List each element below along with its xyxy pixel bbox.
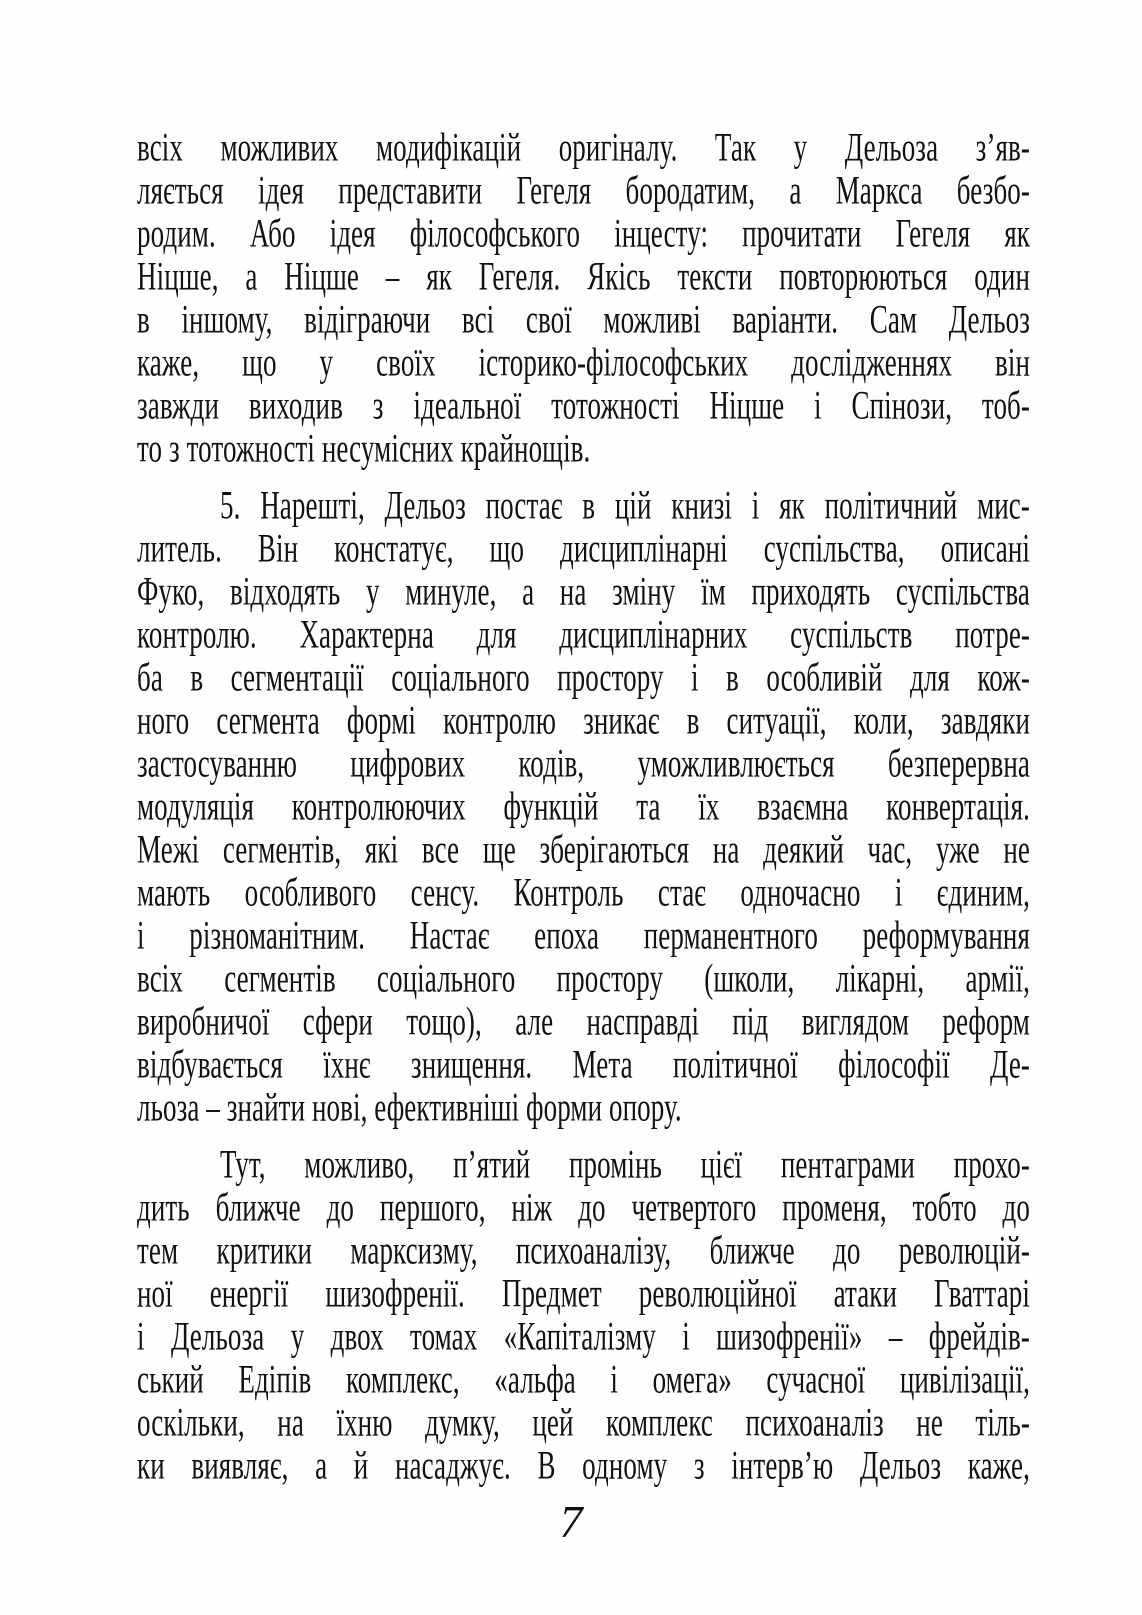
page-number: 7 bbox=[559, 1496, 583, 1547]
text-line: каже, що у своїх історико-філософських дослідженнях він bbox=[137, 339, 1030, 385]
text-line: 5. Нарешті, Дельоз постає в цій книзі і як політичний мис- bbox=[220, 482, 1030, 528]
text-line: завжди виходив з ідеальної тотожності Ніцше і Спінози, тоб- bbox=[137, 382, 1030, 428]
text-line: застосуванню цифрових кодів, уможливлюється безперервна bbox=[137, 740, 1030, 786]
text-line: Фуко, відходять у минуле, а на зміну їм приходять суспільства bbox=[137, 568, 1030, 614]
text-line: ки виявляє, а й насаджує. В одному з інтерв’ю Дельоз каже, bbox=[137, 1442, 1030, 1488]
text-line: всіх можливих модифікацій оригіналу. Так у Дельоза з’яв- bbox=[137, 124, 1030, 170]
text-line: то з тотожності несумісних крайнощів. bbox=[137, 425, 591, 471]
text-line: льоза – знайти нові, ефективніші форми опору. bbox=[137, 1084, 682, 1130]
text-line: і Дельоза у двох томах «Капіталізму і шизофренії» – фрейдів- bbox=[137, 1313, 1030, 1359]
text-line: ляється ідея представити Гегеля бородатим, а Маркса безбо- bbox=[137, 167, 1030, 213]
paragraph-1 bbox=[137, 126, 1030, 470]
text-line: контролю. Характерна для дисциплінарних суспільств потре- bbox=[137, 611, 1030, 657]
text-line: Межі сегментів, які все ще зберігаються на деякий час, уже не bbox=[137, 826, 1030, 872]
text-line: дить ближче до першого, ніж до четвертого променя, тобто до bbox=[137, 1184, 1030, 1230]
text-line: ба в сегментації соціального простору і в особливій для кож- bbox=[137, 654, 1030, 700]
text-line: Тут, можливо, п’ятий промінь цієї пентаграми прохо- bbox=[220, 1141, 1030, 1187]
text-line: в іншому, відіграючи всі свої можливі варіанти. Сам Дельоз bbox=[137, 296, 1030, 342]
text-line: тем критики марксизму, психоаналізу, ближче до революцій- bbox=[137, 1227, 1030, 1273]
text-line: модуляція контролюючих функцій та їх взаємна конвертація. bbox=[137, 783, 1030, 829]
paragraph-2 bbox=[137, 484, 1030, 1129]
text-line: ної енергії шизофренії. Предмет революційної атаки Гваттарі bbox=[137, 1270, 1030, 1316]
text-line: родим. Або ідея філософського інцесту: прочитати Гегеля як bbox=[137, 210, 1030, 256]
text-line: виробничої сфери тощо), але насправді під виглядом реформ bbox=[137, 998, 1030, 1044]
text-line: відбувається їхнє знищення. Мета політичної філософії Де- bbox=[137, 1041, 1030, 1087]
text-line: мають особливого сенсу. Контроль стає одночасно і єдиним, bbox=[137, 869, 1030, 915]
text-line: і різноманітним. Настає епоха перманентного реформування bbox=[137, 912, 1030, 958]
text-line: Ніцше, а Ніцше – як Гегеля. Якісь тексти повторюються один bbox=[137, 253, 1030, 299]
text-line: ного сегмента формі контролю зникає в ситуації, коли, завдяки bbox=[137, 697, 1030, 743]
text-line: ський Едіпів комплекс, «альфа і омега» сучасної цивілізації, bbox=[137, 1356, 1030, 1402]
text-line: всіх сегментів соціального простору (школи, лікарні, армії, bbox=[137, 955, 1030, 1001]
text-line: оскільки, на їхню думку, цей комплекс психоаналіз не тіль- bbox=[137, 1399, 1030, 1445]
text-block bbox=[137, 126, 1030, 1487]
paragraph-3 bbox=[137, 1143, 1030, 1487]
text-line: литель. Він констатує, що дисциплінарні суспільства, описані bbox=[137, 525, 1030, 571]
